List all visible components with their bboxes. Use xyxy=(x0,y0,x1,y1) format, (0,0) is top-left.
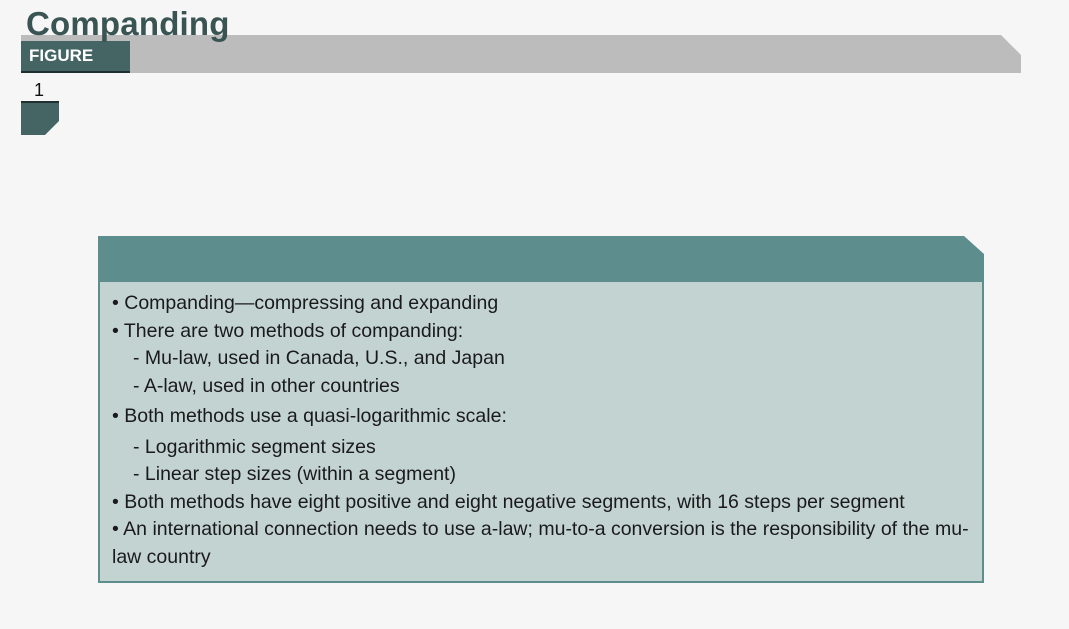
sub-bullet-a-law: - A-law, used in other countries xyxy=(133,374,400,397)
figure-marker-divider xyxy=(21,101,59,103)
bullet-two-methods: • There are two methods of companding: xyxy=(112,319,464,342)
page-title: Companding xyxy=(26,5,230,42)
bullet-segments: • Both methods have eight positive and eight negative segments, with 16 steps per segment xyxy=(112,490,905,513)
panel-body xyxy=(98,282,984,583)
sub-bullet-mu-law: - Mu-law, used in Canada, U.S., and Japan xyxy=(133,347,505,369)
figure-marker-icon xyxy=(21,103,59,135)
sub-bullet-logarithmic-segments: - Logarithmic segment sizes xyxy=(133,435,376,458)
figure-number: 1 xyxy=(34,80,45,100)
bullet-companding-definition: • Companding—compressing and expanding xyxy=(112,292,499,314)
sub-bullet-linear-steps: - Linear step sizes (within a segment) xyxy=(133,463,456,485)
bullet-international-connection: • An international connection needs to use a-law; mu-to-a conversion is the responsibility of the mu-law country xyxy=(112,518,969,568)
content-panel xyxy=(98,236,984,583)
figure-tab xyxy=(21,41,130,73)
bullet-quasi-logarithmic: • Both methods use a quasi-logarithmic scale: xyxy=(112,405,507,427)
figure-label: FIGURE xyxy=(29,46,94,65)
bullet-list xyxy=(112,290,972,571)
panel-header xyxy=(98,236,984,282)
